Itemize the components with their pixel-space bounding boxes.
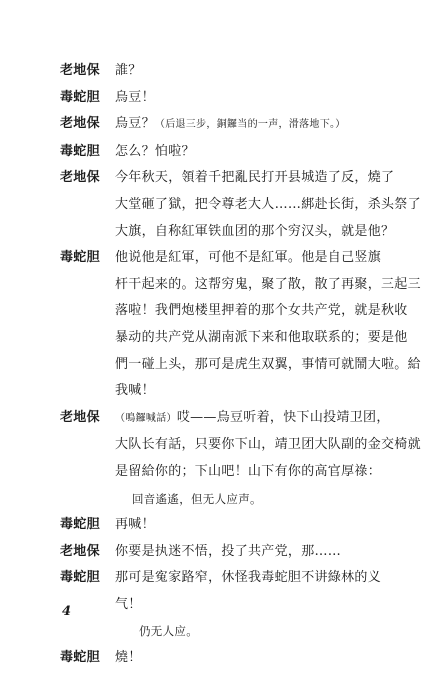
play-script bbox=[60, 58, 421, 672]
dialogue-line bbox=[60, 85, 408, 112]
dialogue-line bbox=[60, 539, 408, 566]
speaker-name: 老地保 bbox=[60, 116, 100, 132]
speaker-name: 毒蛇胆 bbox=[60, 517, 100, 533]
stage-direction-line: 回音遙遙，但无人应声。 bbox=[132, 491, 262, 506]
speaker-name: 毒蛇胆 bbox=[60, 650, 100, 666]
dialogue-continuation: 杆干起来的。这帮穷鬼，聚了散，散了再聚，三起三 bbox=[115, 276, 421, 292]
dialogue-text: 今年秋天，領着千把亂民打开县城造了反，燒了 bbox=[115, 170, 395, 186]
speaker-name: 毒蛇胆 bbox=[60, 143, 100, 159]
dialogue-continuation: 暴动的共产党从湖南派下来和他取联系的；要是他 bbox=[115, 329, 408, 345]
page-number: 4 bbox=[62, 604, 72, 619]
stage-direction: （后退三步，銅鑼当的一声，滑落地下。） bbox=[154, 119, 346, 131]
dialogue-continuation: 們一碰上头，那可是虎生双翼，事情可就鬧大啦。給 bbox=[115, 356, 421, 372]
dialogue-line bbox=[60, 645, 408, 672]
speaker-name: 老地保 bbox=[60, 543, 100, 559]
speaker-name: 毒蛇胆 bbox=[60, 570, 100, 586]
dialogue-continuation: 大旗，自称紅軍铁血团的那个穷汉头，就是他？ bbox=[115, 223, 395, 239]
dialogue-text: 怎么？怕啦？ bbox=[115, 143, 195, 159]
speaker-name: 老地保 bbox=[60, 409, 100, 425]
dialogue-text: 燒！ bbox=[115, 650, 142, 666]
speaker-name: 毒蛇胆 bbox=[60, 250, 100, 266]
dialogue-text: 你要是执迷不悟，投了共产党，那…… bbox=[115, 543, 342, 559]
dialogue-line bbox=[60, 139, 408, 166]
stage-direction-line: 仍无人应。 bbox=[139, 624, 198, 639]
dialogue-line bbox=[60, 512, 408, 539]
dialogue-line bbox=[60, 565, 408, 592]
dialogue-line bbox=[60, 58, 408, 85]
dialogue-continuation: 是留給你的；下山吧！山下有你的高官厚祿： bbox=[115, 463, 382, 479]
dialogue-continuation: 我喊！ bbox=[115, 383, 155, 399]
dialogue-text: 誰？ bbox=[115, 63, 142, 78]
dialogue-text: 烏豆！ bbox=[115, 89, 155, 105]
dialogue-line bbox=[60, 111, 408, 139]
dialogue-line bbox=[60, 165, 408, 192]
dialogue-text: 那可是寃家路窄，休怪我毒蛇胆不讲綠林的义 bbox=[115, 570, 382, 586]
stage-direction: （鳴鑼喊話） bbox=[115, 412, 177, 424]
speaker-name: 毒蛇胆 bbox=[60, 89, 100, 105]
dialogue-continuation: 大堂砸了獄，把令尊老大人……綁赴长街，杀头祭了 bbox=[115, 196, 421, 212]
speaker-name: 老地保 bbox=[60, 63, 100, 78]
dialogue-text: 烏豆？ bbox=[115, 116, 155, 132]
dialogue-continuation: 落啦！我們炮楼里押着的那个女共产党，就是秋收 bbox=[115, 303, 408, 319]
speaker-name: 老地保 bbox=[60, 170, 100, 186]
dialogue-continuation: 气！ bbox=[115, 596, 142, 612]
dialogue-text: 他说他是紅軍，可他不是紅軍。他是自己竖旗 bbox=[115, 250, 382, 266]
dialogue-line bbox=[60, 405, 408, 433]
dialogue-line bbox=[60, 245, 408, 272]
dialogue-text: 再喊！ bbox=[115, 517, 155, 533]
dialogue-text: 哎——烏豆听着，快下山投靖卫团， bbox=[176, 409, 390, 425]
dialogue-continuation: 大队长有話，只要你下山，靖卫团大队副的金交椅就 bbox=[115, 437, 421, 453]
